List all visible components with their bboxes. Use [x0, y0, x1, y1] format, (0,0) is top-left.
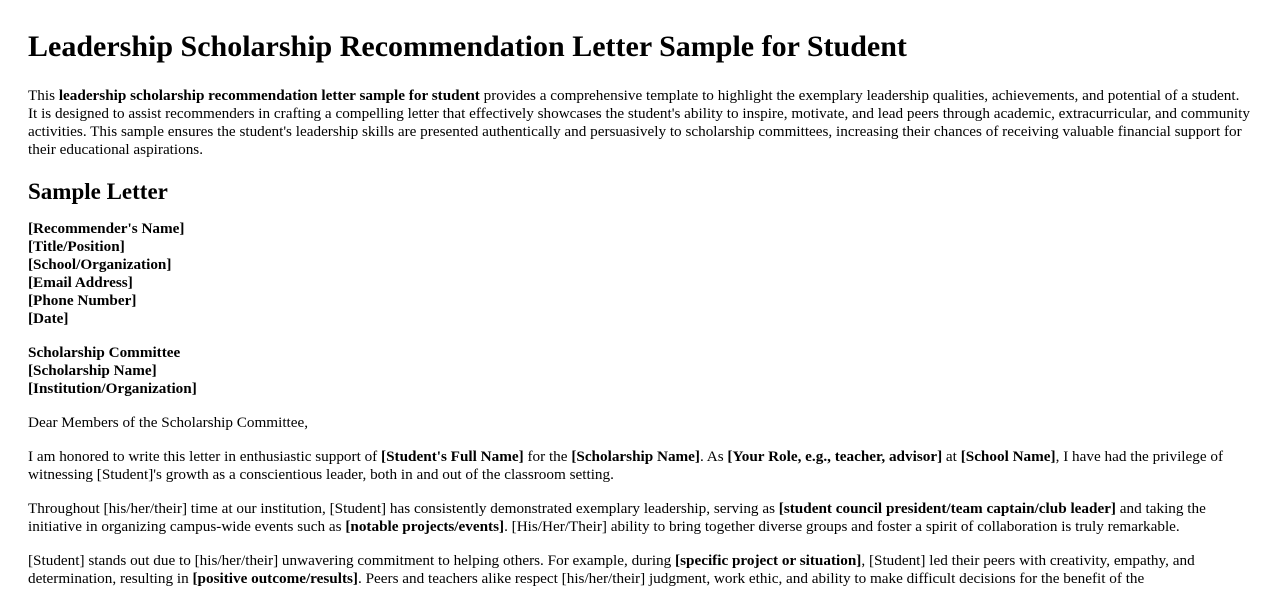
sender-organization: [School/Organization]: [28, 256, 172, 273]
p1-role: [Your Role, e.g., teacher, advisor]: [727, 448, 943, 465]
p1-text-1: I am honored to write this letter in enthusiastic support of: [28, 448, 382, 465]
p1-text-4: at: [942, 448, 961, 465]
letter-paragraph-1: [28, 448, 1252, 484]
p2-text-1: Throughout [his/her/their] time at our institution, [Student] has consistently demonstrated exemplary leadership, serving as: [28, 500, 779, 517]
p1-school-name: [School Name]: [960, 448, 1056, 465]
p3-positive-outcome: [positive outcome/results]: [192, 570, 358, 587]
p2-text-2: and taking the initiative in organizing campus-wide events such as: [28, 500, 1206, 535]
p2-leadership-roles: [student council president/team captain/club leader]: [778, 500, 1116, 517]
recipient-scholarship: [Scholarship Name]: [28, 362, 157, 379]
intro-paragraph: [28, 87, 1252, 159]
letter-paragraph-3: [28, 552, 1252, 588]
sample-letter-heading: Sample Letter: [28, 179, 168, 204]
recipient-block: [28, 344, 1252, 398]
p1-scholarship-name: [Scholarship Name]: [571, 448, 700, 465]
sender-date: [Date]: [28, 310, 69, 327]
p2-text-3: . [His/Her/Their] ability to bring together diverse groups and foster a spirit of collaboration is truly remarkable.: [504, 518, 1180, 535]
sender-block: [28, 220, 1252, 328]
p3-specific-project: [specific project or situation]: [675, 552, 862, 569]
letter-paragraph-2: [28, 500, 1252, 536]
p2-notable-projects: [notable projects/events]: [345, 518, 505, 535]
recipient-institution: [Institution/Organization]: [28, 380, 197, 397]
recipient-committee: Scholarship Committee: [28, 344, 181, 361]
p3-text-3: . Peers and teachers alike respect [his/her/their] judgment, work ethic, and ability to make difficult decisions for the benefit of the: [358, 570, 1145, 587]
p1-text-2: for the: [523, 448, 572, 465]
document-page: [28, 0, 1252, 588]
intro-keyword: leadership scholarship recommendation letter sample for student: [58, 87, 480, 104]
p1-text-5: , I have had the privilege of witnessing [Student]'s growth as a conscientious leader, both in and out of the classroom setting.: [28, 448, 1224, 483]
sender-email: [Email Address]: [28, 274, 133, 291]
page-title: Leadership Scholarship Recommendation Letter Sample for Student: [28, 30, 907, 63]
intro-text-start: This: [28, 87, 59, 104]
intro-text-end: provides a comprehensive template to highlight the exemplary leadership qualities, achievements, and potential of a student. It is designed to assist recommenders in crafting a compelling letter that effectively showcases the student's ability to inspire, motivate, and lead peers through academic, extracurricular, and community activities. This sample ensures the student's leadership skills are presented authentically and persuasively to scholarship committees, increasing their chances of receiving valuable financial support for their educational aspirations.: [28, 87, 1250, 158]
p3-text-2: , [Student] led their peers with creativity, empathy, and determination, resulting in: [28, 552, 1195, 587]
p1-student-name: [Student's Full Name]: [381, 448, 524, 465]
sender-phone: [Phone Number]: [28, 292, 137, 309]
p3-text-1: [Student] stands out due to [his/her/their] unwavering commitment to helping others. For example, during: [28, 552, 676, 569]
sender-title: [Title/Position]: [28, 238, 125, 255]
sender-name: [Recommender's Name]: [28, 220, 185, 237]
p1-text-3: . As: [699, 448, 728, 465]
salutation: Dear Members of the Scholarship Committee,: [28, 414, 309, 431]
